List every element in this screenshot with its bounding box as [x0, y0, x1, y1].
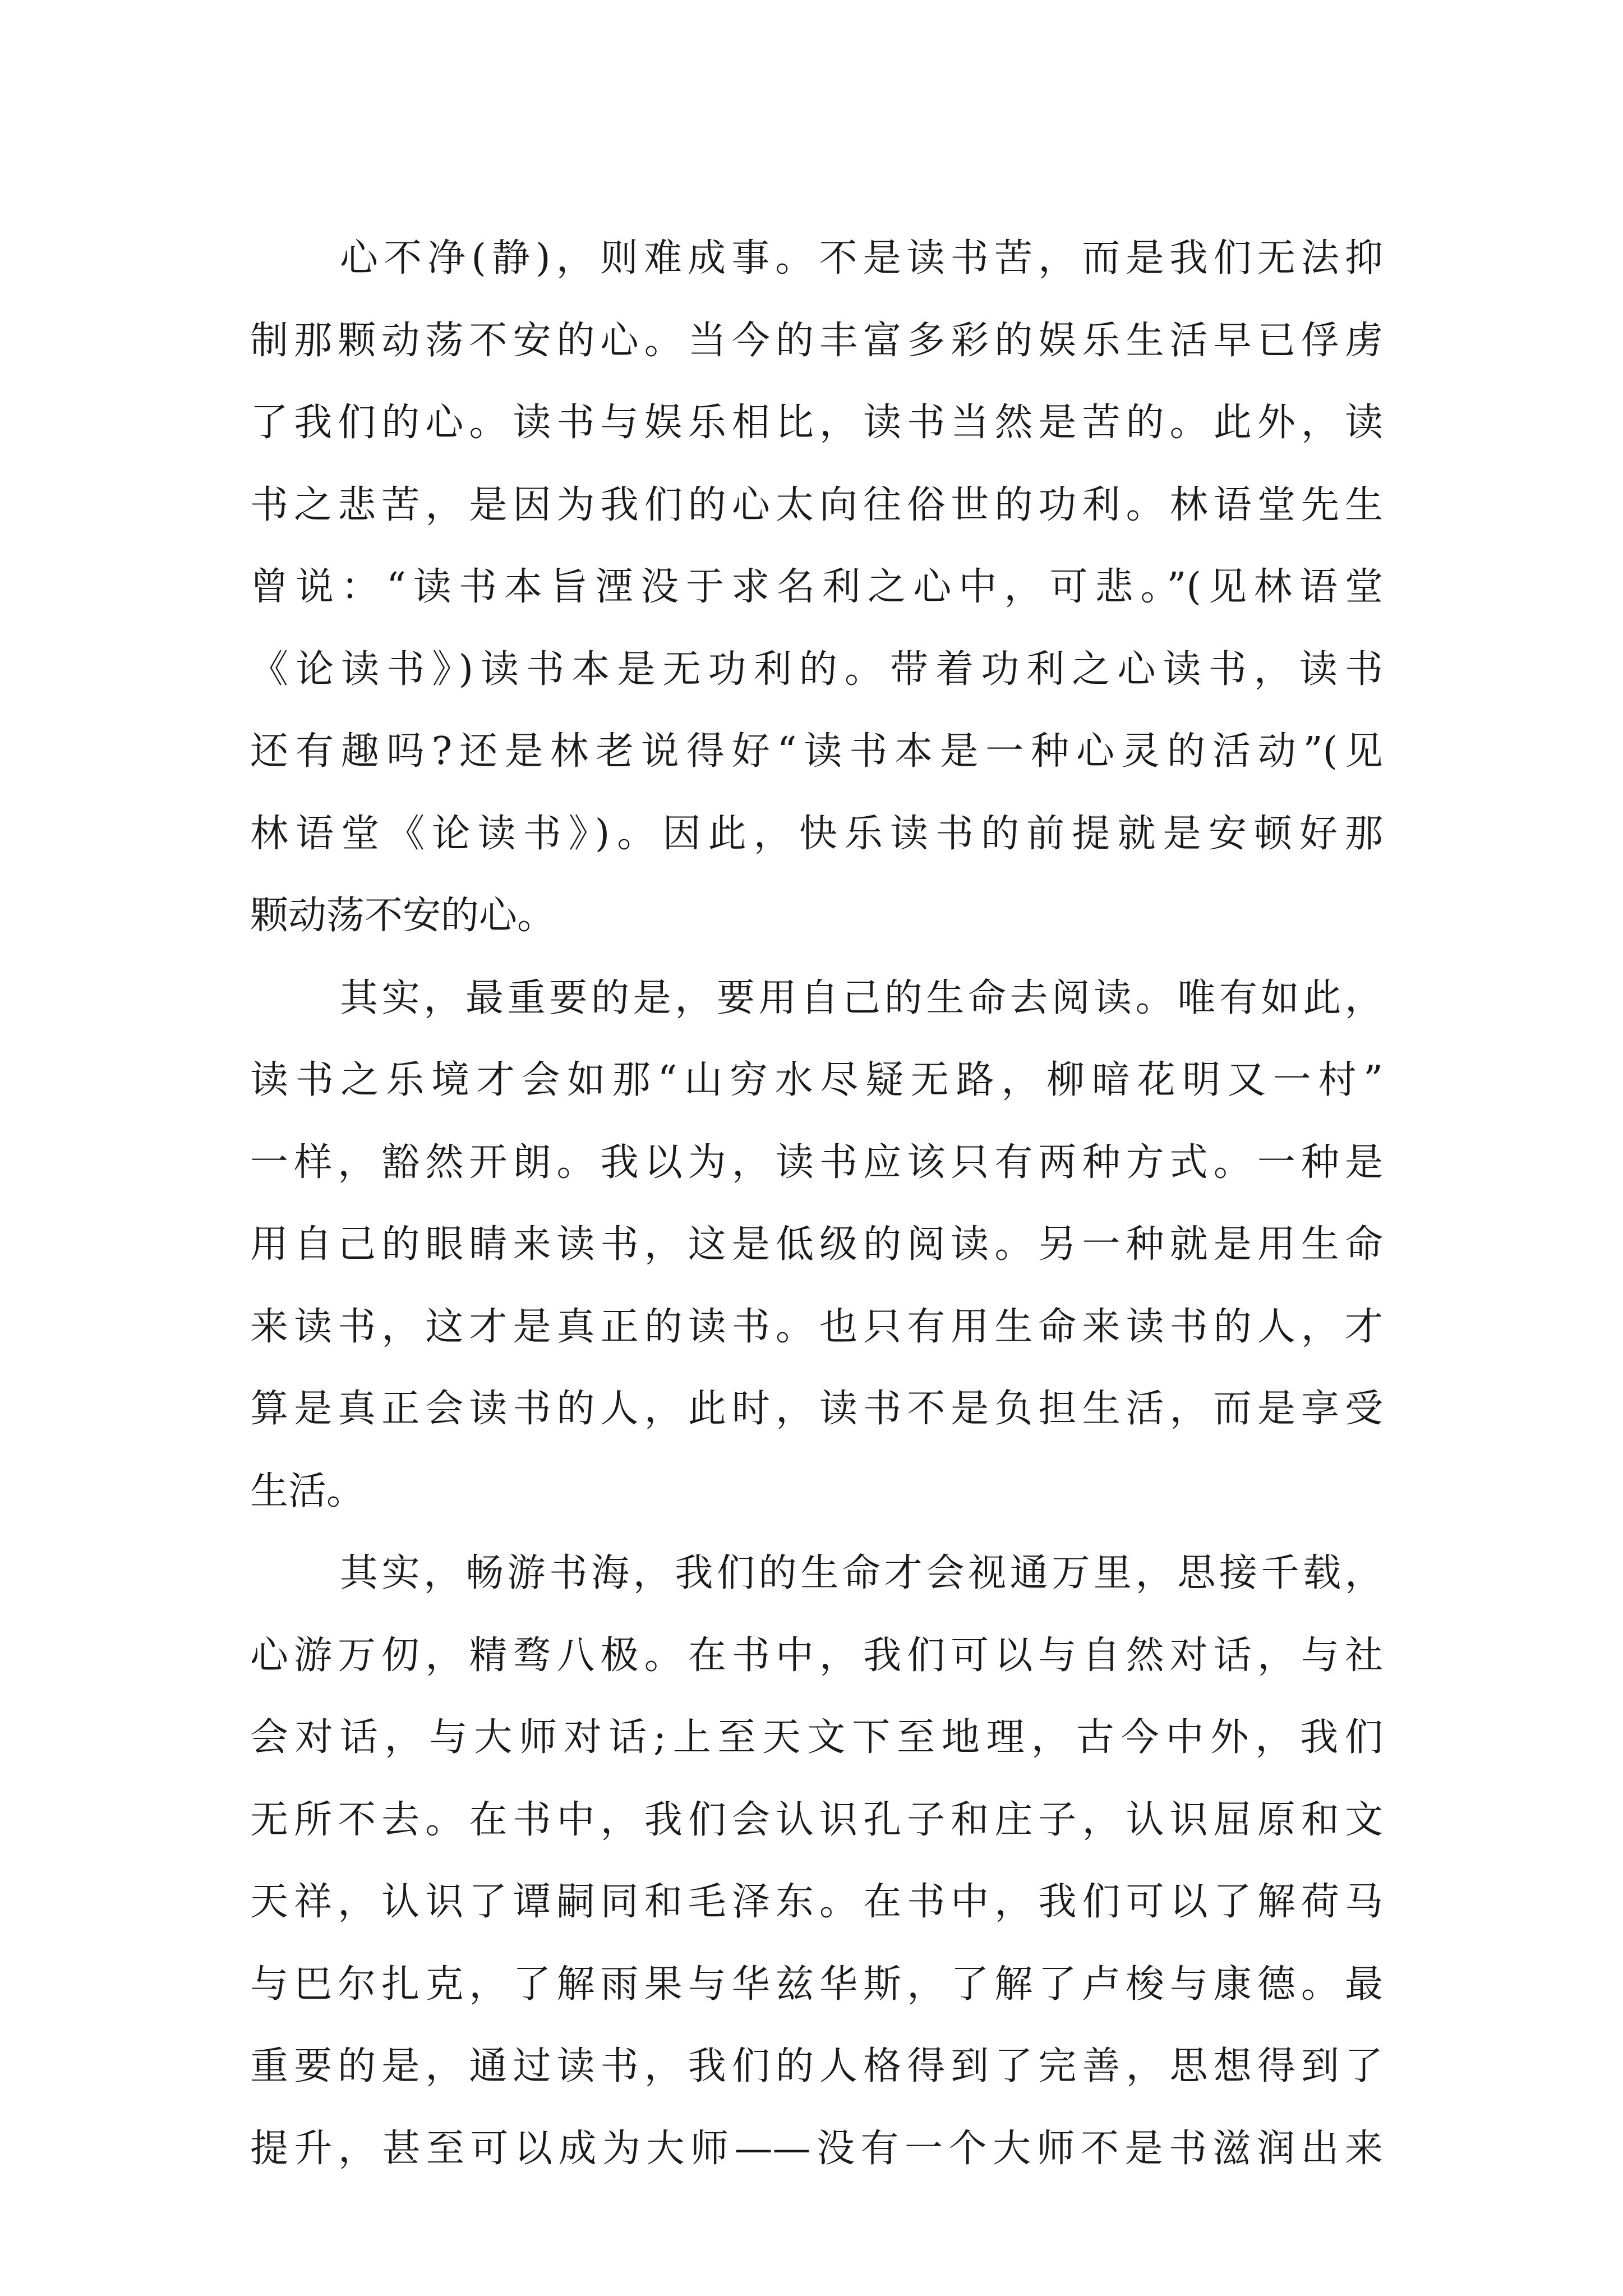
paragraph-2-line-6: 算是真正会读书的人，此时，读书不是负担生活，而是享受: [250, 1387, 1383, 1431]
paragraph-1-line-8: 林语堂《论读书》)。因此，快乐读书的前提就是安顿好那: [250, 811, 1383, 856]
paragraph-2-line-2: 读书之乐境才会如那“山穷水尽疑无路，柳暗花明又一村”: [250, 1058, 1383, 1102]
paragraph-3-line-5: 天祥，认识了谭嗣同和毛泽东。在书中，我们可以了解荷马: [250, 1880, 1383, 1924]
paragraph-3-line-7: 重要的是，通过读书，我们的人格得到了完善，思想得到了: [250, 2044, 1383, 2088]
paragraph-2-line-5: 来读书，这才是真正的读书。也只有用生命来读书的人，才: [250, 1304, 1383, 1349]
paragraph-1-line-3: 了我们的心。读书与娱乐相比，读书当然是苦的。此外，读: [250, 401, 1383, 445]
paragraph-3-line-6: 与巴尔扎克，了解雨果与华兹华斯，了解了卢梭与康德。最: [250, 1962, 1383, 2007]
paragraph-1-line-1: 心不净(静)，则难成事。不是读书苦，而是我们无法抑: [340, 236, 1383, 280]
paragraph-3-line-4: 无所不去。在书中，我们会认识孔子和庄子，认识屈原和文: [250, 1797, 1383, 1842]
document-body: [250, 218, 1383, 2190]
paragraph-2-line-1: 其实，最重要的是，要用自己的生命去阅读。唯有如此，: [340, 976, 1383, 1020]
paragraph-1-line-9: 颗动荡不安的心。: [250, 894, 556, 938]
paragraph-1-line-4: 书之悲苦，是因为我们的心太向往俗世的功利。林语堂先生: [250, 482, 1383, 527]
paragraph-2-line-4: 用自己的眼睛来读书，这是低级的阅读。另一种就是用生命: [250, 1222, 1383, 1267]
paragraph-1-line-2: 制那颗动荡不安的心。当今的丰富多彩的娱乐生活早已俘虏: [250, 318, 1383, 363]
paragraph-2-line-7: 生活。: [250, 1469, 365, 1513]
paragraph-1-line-5: 曾说：“读书本旨湮没于求名利之心中，可悲。”(见林语堂: [250, 565, 1383, 609]
paragraph-1-line-7: 还有趣吗?还是林老说得好“读书本是一种心灵的活动”(见: [250, 729, 1383, 774]
paragraph-3-line-2: 心游万仞，精骛八极。在书中，我们可以与自然对话，与社: [250, 1633, 1383, 1678]
paragraph-3-line-3: 会对话，与大师对话;上至天文下至地理，古今中外，我们: [250, 1715, 1383, 1760]
paragraph-3-line-1: 其实，畅游书海，我们的生命才会视通万里，思接千载，: [340, 1551, 1383, 1595]
paragraph-3-line-8: 提升，甚至可以成为大师——没有一个大师不是书滋润出来: [250, 2126, 1383, 2171]
paragraph-1-line-6: 《论读书》)读书本是无功利的。带着功利之心读书，读书: [250, 647, 1383, 692]
paragraph-2-line-3: 一样，豁然开朗。我以为，读书应该只有两种方式。一种是: [250, 1140, 1383, 1185]
